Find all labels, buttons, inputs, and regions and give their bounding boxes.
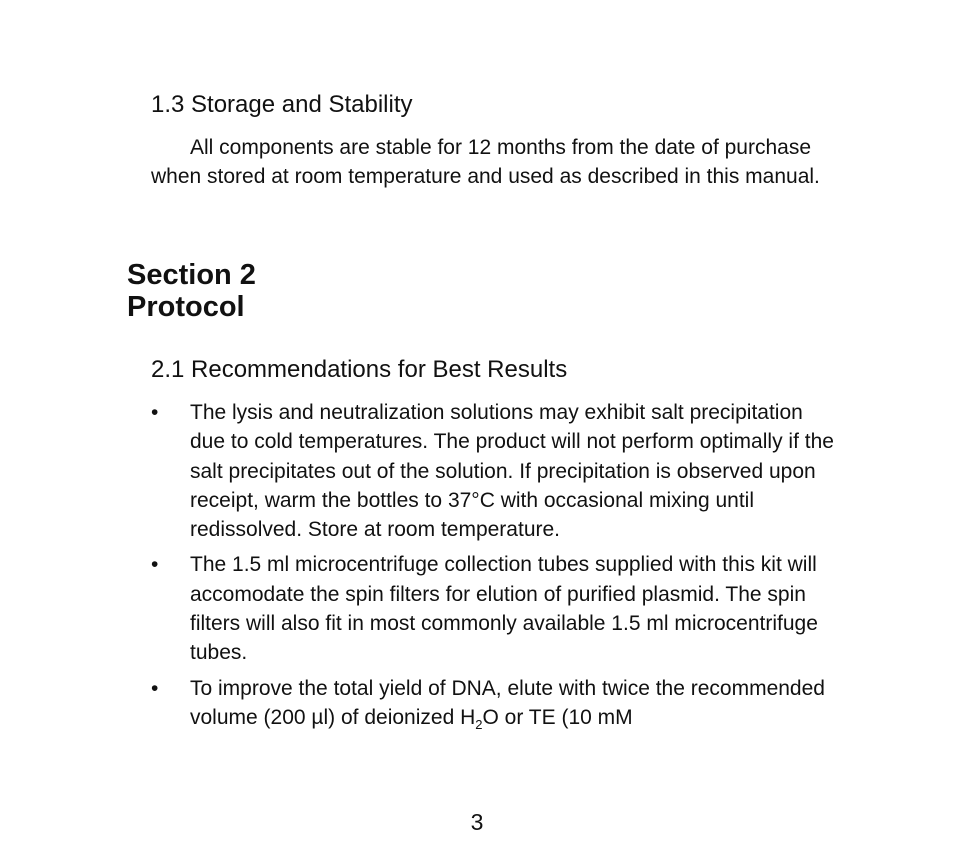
section-title: Protocol [127,291,245,323]
subscript-two: 2 [475,717,483,733]
bullet-icon: • [151,553,159,577]
list-item-text-after: O or TE (10 mM [482,705,633,729]
list-item [151,550,841,667]
bullet-icon: • [151,401,159,424]
bullet-icon: • [151,676,159,700]
recommendations-list [151,398,841,732]
list-item [151,398,841,544]
list-item-text [190,676,825,733]
list-item-text: The lysis and neutralization solutions may exhibit salt precipitation due to cold temperatures. The product will not perform optimally if the salt precipitates out of the solution. If precipitation is observed upon receipt, warm the bottles to 37°C with occasional mixing until redissolved. Store at room temperature. [190,401,834,542]
list-item [151,674,841,733]
storage-stability-paragraph: All components are stable for 12 months from the date of purchase when stored at room temperature and used as described in this manual. [151,136,820,189]
storage-stability-heading: 1.3 Storage and Stability [151,91,413,118]
section-heading [127,259,256,323]
list-item-text: The 1.5 ml microcentrifuge collection tubes supplied with this kit will accomodate the spin filters for elution of purified plasmid. The spin filters will also fit in most commonly available 1.5 ml microcentrifuge tubes. [190,553,818,665]
page-number: 3 [470,809,484,835]
best-results-heading: 2.1 Recommendations for Best Results [151,356,568,383]
list-item-text-before: To improve the total yield of DNA, elute with twice the recommended volume (200 µl) of deionized H [190,676,825,729]
section-number: Section 2 [127,259,256,291]
